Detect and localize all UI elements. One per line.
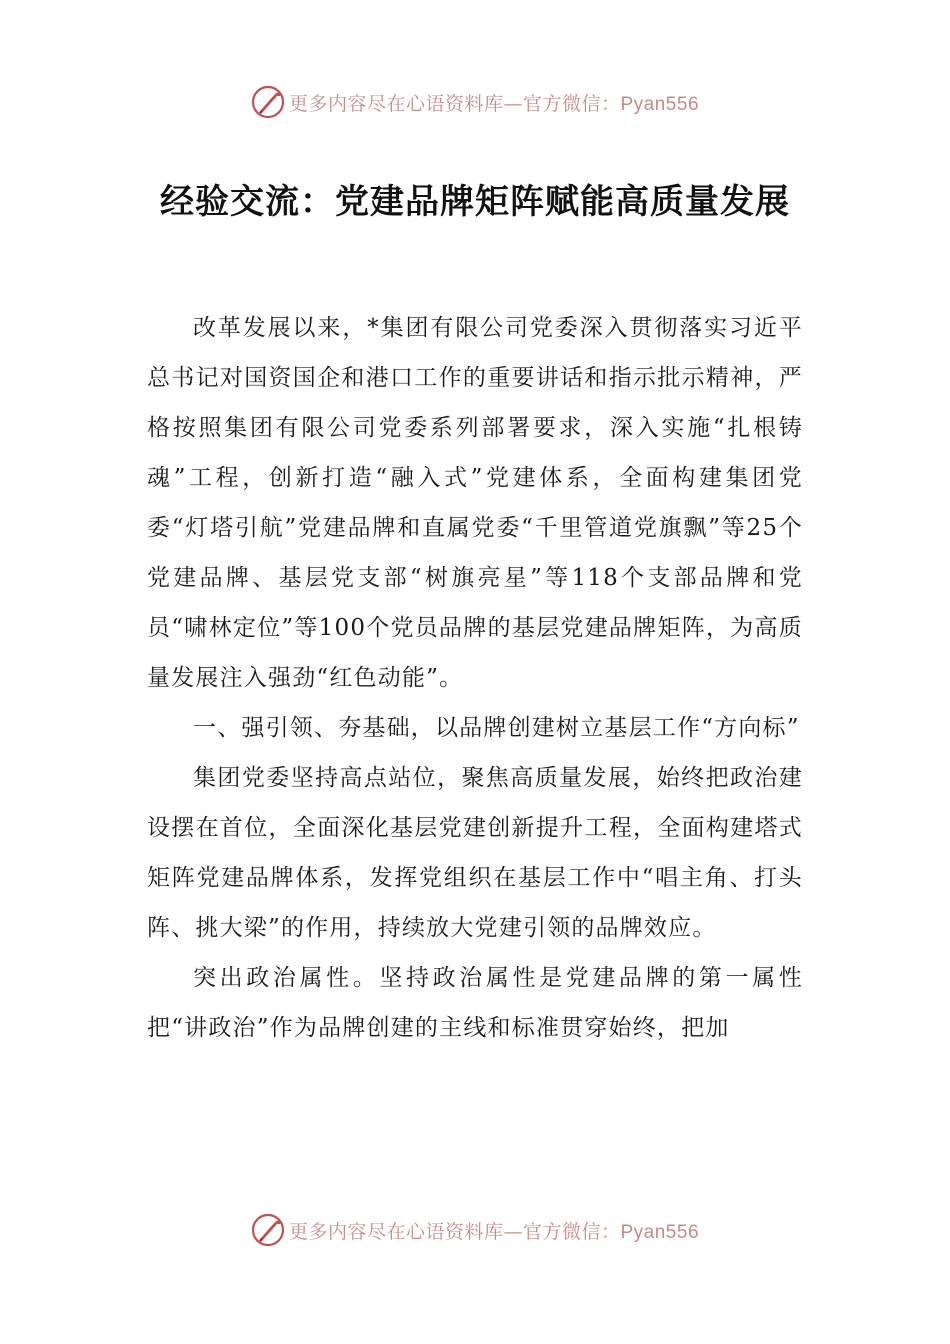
quill-pen-logo-icon: [251, 1213, 285, 1247]
footer-watermark: [0, 1210, 950, 1250]
header-watermark: [0, 82, 950, 122]
watermark-text: 更多内容尽在心语资料库—官方微信：Pyan556: [288, 1220, 700, 1243]
quill-pen-logo-icon: [251, 85, 285, 119]
paragraph-intro: 改革发展以来，*集团有限公司党委深入贯彻落实习近平总书记对国资国企和港口工作的重要讲话和指示批示精神，严格按照集团有限公司党委系列部署要求，深入实施“扎根铸魂”工程，创新打造“融入式”党建体系，全面构建集团党委“灯塔引航”党建品牌和直属党委“千里管道党旗飘”等25个党建品牌、基层党支部“树旗亮星”等118个支部品牌和党员“啸林定位”等100个党员品牌的基层党建品牌矩阵，为高质量发展注入强劲“红色动能”。: [147, 315, 803, 691]
document-body: [147, 303, 803, 1053]
watermark-text: 更多内容尽在心语资料库—官方微信：Pyan556: [288, 92, 700, 115]
document-title: 经验交流：党建品牌矩阵赋能高质量发展: [160, 182, 790, 222]
paragraph-section-1: 集团党委坚持高点站位，聚焦高质量发展，始终把政治建设摆在首位，全面深化基层党建创新提升工程，全面构建塔式矩阵党建品牌体系，发挥党组织在基层工作中“唱主角、打头阵、挑大梁”的作用，持续放大党建引领的品牌效应。: [147, 765, 803, 941]
section-heading-1: 一、强引领、夯基础，以品牌创建树立基层工作“方向标”: [193, 715, 800, 741]
paragraph-political-attribute: 突出政治属性。坚持政治属性是党建品牌的第一属性把“讲政治”作为品牌创建的主线和标准贯穿始终，把加: [147, 965, 803, 1041]
